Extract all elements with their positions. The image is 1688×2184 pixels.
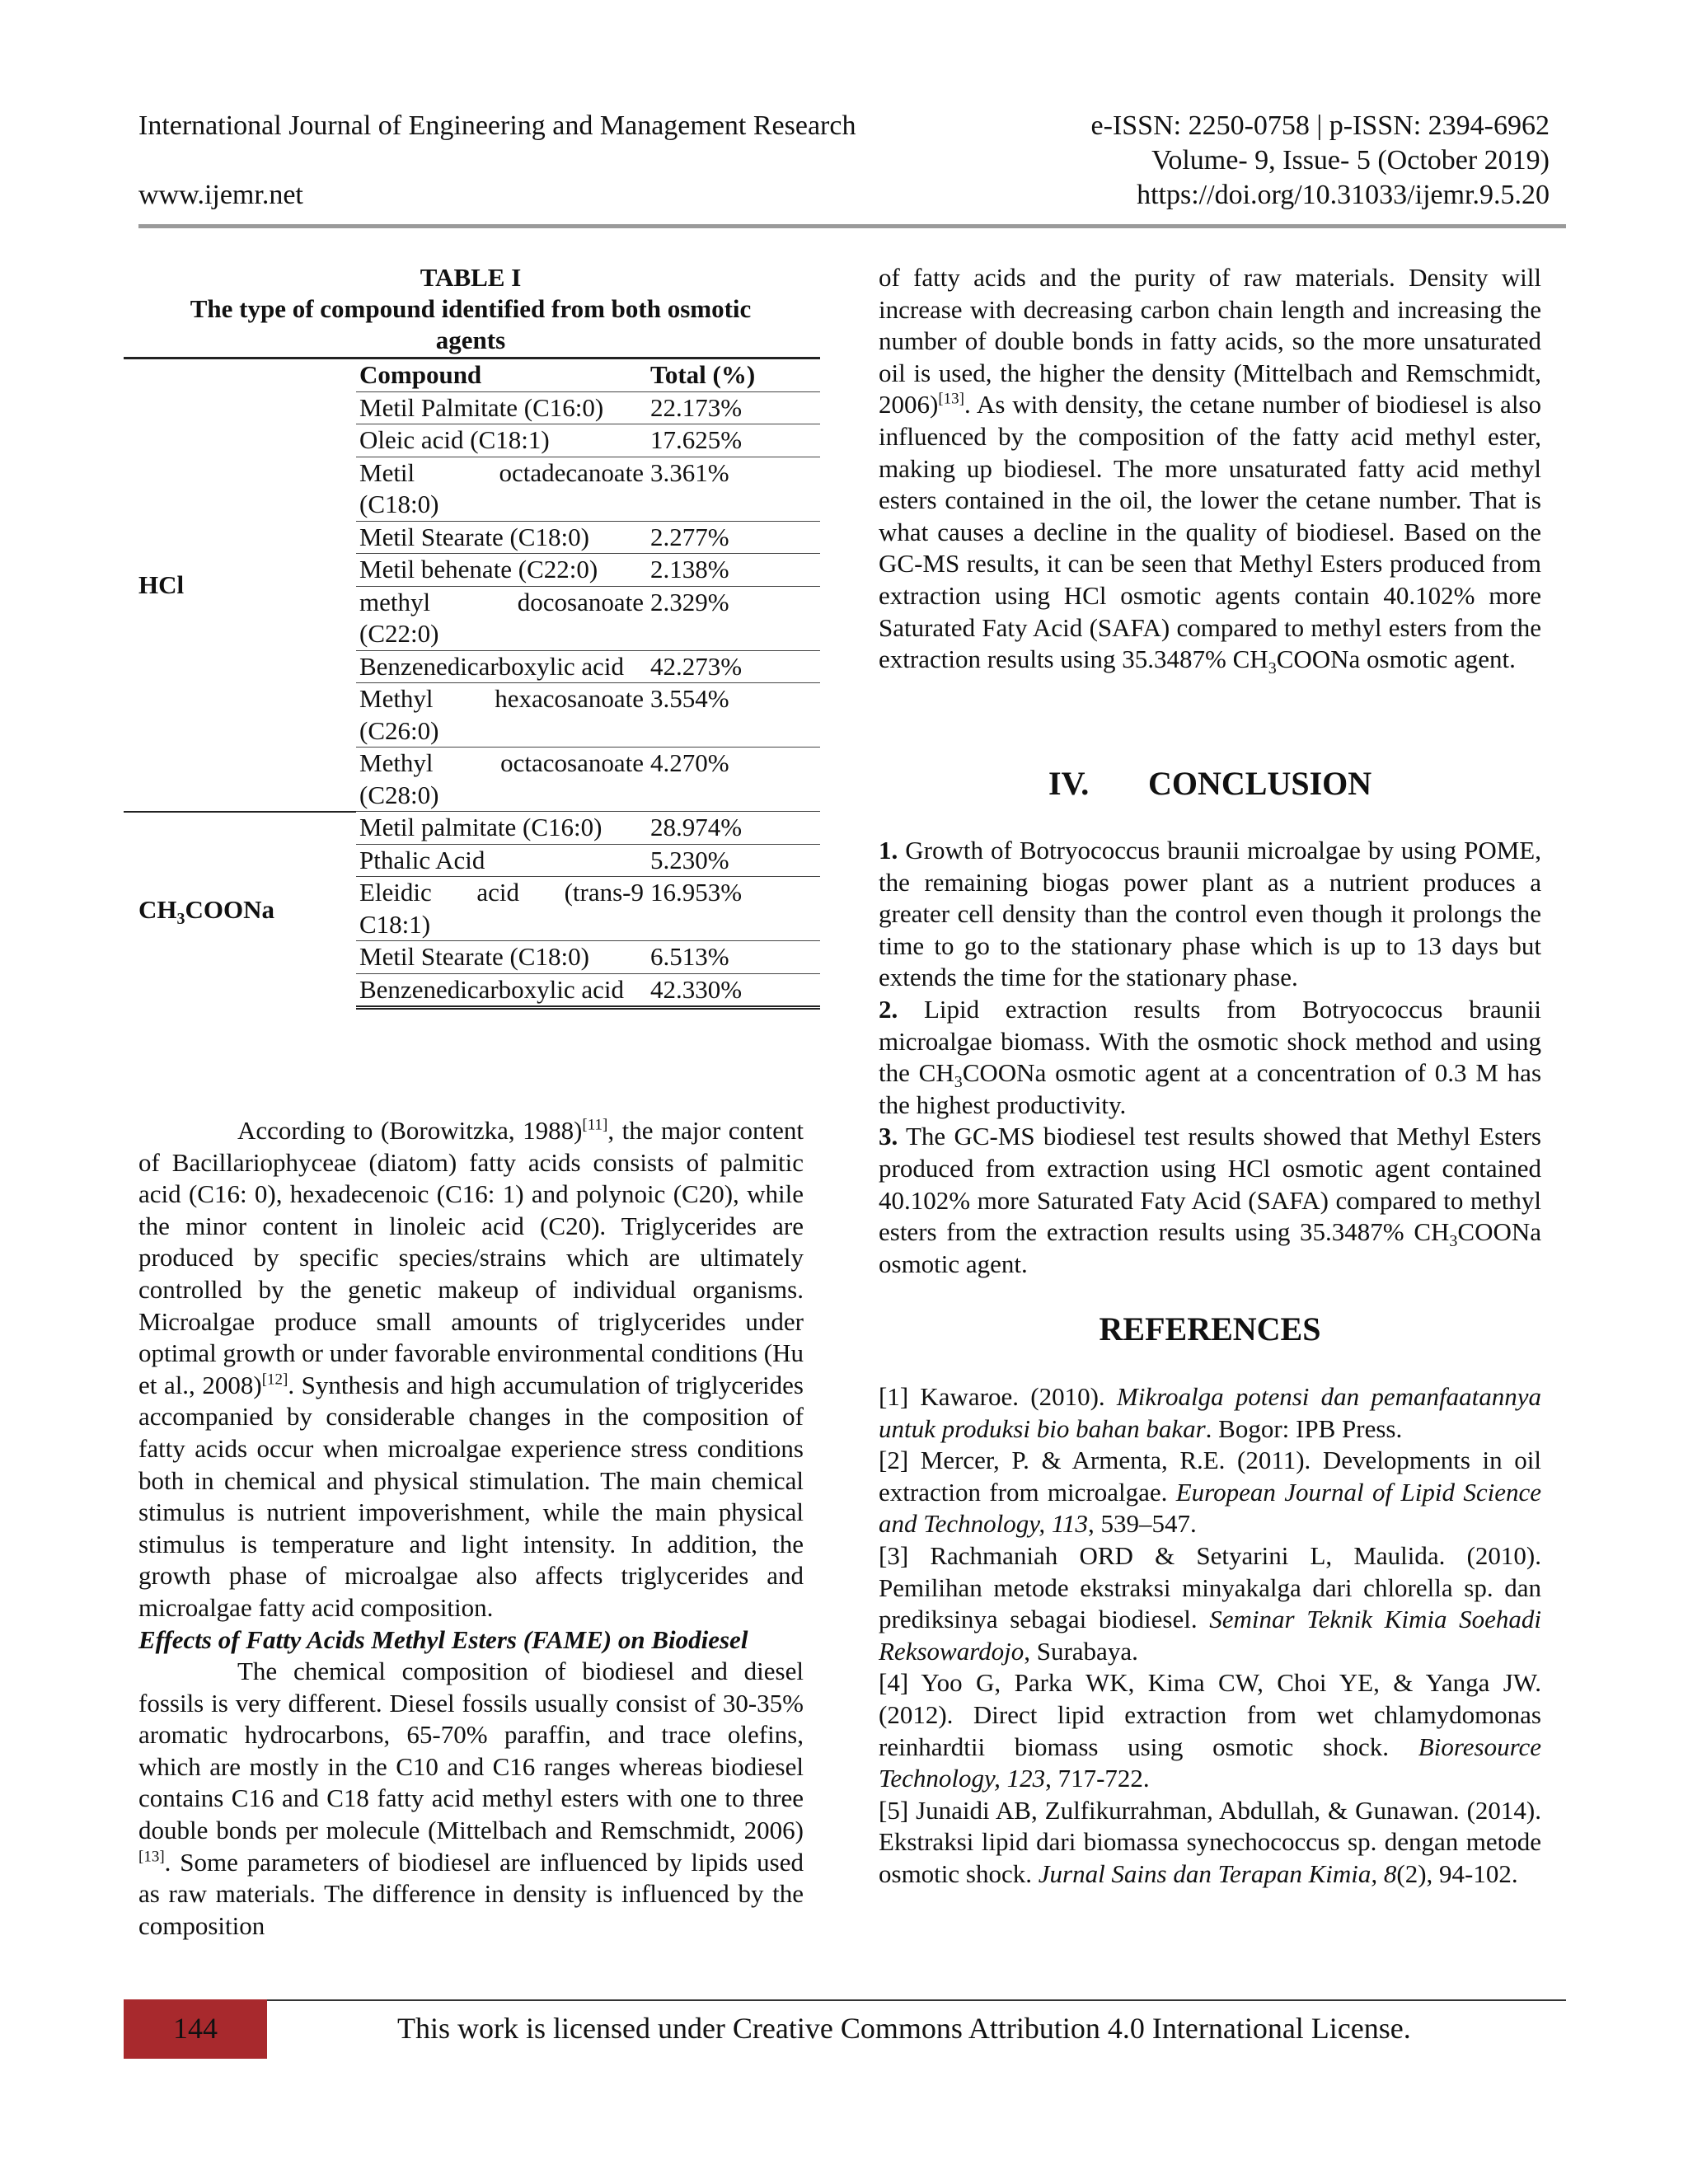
formula-subscript: 3	[954, 1073, 963, 1092]
page-number: 144	[173, 2012, 218, 2045]
reference-item	[879, 1381, 1541, 1445]
references-list	[879, 1381, 1541, 1891]
paragraph-borowitzka	[138, 1115, 804, 1624]
compound-cell: Benzenedicarboxylic acid	[356, 650, 647, 683]
reference-title: Jurnal Sains dan Terapan Kimia, 8	[1038, 1858, 1397, 1888]
conclusion-heading: CONCLUSION	[1148, 765, 1372, 802]
compound-cell: Metil octadecanoate (C18:0)	[356, 457, 647, 521]
table-row	[124, 812, 820, 845]
header-divider	[138, 224, 1566, 228]
volume-issue: Volume- 9, Issue- 5 (October 2019)	[1151, 145, 1550, 176]
item-number: 1.	[879, 836, 898, 865]
citation-superscript: [11]	[582, 1116, 608, 1134]
text-span: The chemical composition of biodiesel and diesel fossils is very different. Diesel fossils usually consist of 30-35% aromatic hydrocarbons, 65-70% paraffin, and trace olefins, which are mostly in the C10 and C16 ranges whereas biodiesel contains C16 and C18 fatty acid methyl esters with one to three double bonds per molecule (Mittelbach and Remschmidt, 2006)	[138, 1657, 804, 1845]
total-cell: 2.329%	[647, 586, 820, 650]
compound-cell: Metil Stearate (C18:0)	[356, 521, 647, 554]
text-span: . Synthesis and high accumulation of triglycerides accompanied by considerable changes in the composition of fatty acids occur when microalgae experience stress conditions both in chemical and physical stimulation. The main chemical stimulus is nutrient impoverishment, while the main physical stimulus is temperature and light intensity. In addition, the growth phase of microalgae also affects triglycerides and microalgae fatty acid composition.	[138, 1370, 804, 1622]
conclusion-body	[879, 835, 1541, 1280]
text-span: [5] Junaidi AB, Zulfikurrahman, Abdullah, & Gunawan. (2014). Ekstraksi lipid dari biomassa synechococcus sp. dengan metode osmotic shock.	[879, 1795, 1541, 1888]
text-span: . Bogor: IPB Press.	[1205, 1413, 1403, 1443]
table-label: TABLE I	[420, 263, 522, 292]
text-span: . Some parameters of biodiesel are influenced by lipids used as raw materials. The difference in density is influenced by the composition	[138, 1847, 804, 1940]
compound-cell: Methyl octacosanoate (C28:0)	[356, 748, 647, 812]
text-span: . As with density, the cetane number of biodiesel is also influenced by the composition of the fatty acid methyl ester, making up biodiesel. The more unsaturated fatty acid methyl esters contained in the oil, the lower the cetane number. That is what causes a decline in the quality of biodiesel. Based on the GC-MS results, it can be seen that Methyl Esters produced from extraction using HCl osmotic agents contain 40.102% more Saturated Faty Acid (SAFA) compared to methyl esters from the extraction results using 35.3487% CH	[879, 390, 1541, 674]
compound-cell: methyl docosanoate (C22:0)	[356, 586, 647, 650]
compound-cell: Pthalic Acid	[356, 844, 647, 877]
text-span: , 539–547.	[1088, 1509, 1197, 1539]
compound-cell: Benzenedicarboxylic acid	[356, 973, 647, 1008]
total-cell: 3.361%	[647, 457, 820, 521]
text-span: COONa osmotic agent.	[1276, 644, 1516, 674]
compound-cell: Oleic acid (C18:1)	[356, 424, 647, 457]
text-span: of fatty acids and the purity of raw materials. Density will increase with decreasing carbon chain length and increasing the number of double bonds in fatty acids, so the more unsaturated oil is used, the higher the density (Mittelbach and Remschmidt, 2006)	[879, 263, 1541, 419]
right-column-intro	[879, 262, 1541, 676]
column-header-total: Total (%)	[647, 359, 820, 392]
total-cell: 28.974%	[647, 812, 820, 845]
total-cell: 2.277%	[647, 521, 820, 554]
total-cell: 22.173%	[647, 391, 820, 424]
reference-title: Bioresource Technology, 123	[879, 1732, 1541, 1793]
subheading-fame: Effects of Fatty Acids Methyl Esters (FAME) on Biodiesel	[138, 1624, 748, 1654]
text-span: , Surabaya.	[1024, 1636, 1138, 1666]
compound-cell: Metil Stearate (C18:0)	[356, 941, 647, 974]
text-span: COONa osmotic agent at a concentration of 0.3 M has the highest productivity.	[879, 1058, 1542, 1119]
table-caption-line1: The type of compound identified from both osmotic	[190, 294, 752, 323]
reference-title: Mikroalga potensi dan pemanfaatannya untuk produksi bio bahan bakar	[879, 1382, 1542, 1443]
compound-cell: Metil Palmitate (C16:0)	[356, 391, 647, 424]
citation-superscript: [13]	[138, 1848, 165, 1866]
references-heading: REFERENCES	[1099, 1310, 1321, 1347]
conclusion-item-1	[879, 835, 1541, 994]
conclusion-number: IV.	[1048, 765, 1090, 802]
text-span: The GC-MS biodiesel test results showed that Methyl Esters produced from extraction using HCl osmotic agent contained 40.102% more Saturated Faty Acid (SAFA) compared to methyl esters from the extraction results using 35.3487% CH	[879, 1122, 1541, 1247]
total-cell: 42.330%	[647, 973, 820, 1008]
total-cell: 42.273%	[647, 650, 820, 683]
table-caption-line2: agents	[435, 326, 506, 354]
compound-cell: Methyl hexacosanoate (C26:0)	[356, 683, 647, 748]
table-header-row	[124, 359, 820, 392]
reference-title: European Journal of Lipid Science and Technology, 113	[879, 1477, 1541, 1539]
group-formula-subscript: 3	[176, 909, 185, 928]
conclusion-item-2	[879, 994, 1541, 1121]
group-label-ch3coona	[124, 812, 356, 1008]
total-cell: 2.138%	[647, 554, 820, 587]
item-number: 2.	[879, 994, 898, 1024]
text-span: [3] Rachmaniah ORD & Setyarini L, Maulida. (2010). Pemilihan metode ekstraksi minyakalga dari chlorella sp. dan prediksinya sebagai biodiesel.	[879, 1540, 1541, 1634]
citation-superscript: [13]	[938, 391, 964, 409]
paragraph-density	[879, 262, 1541, 676]
reference-item	[879, 1667, 1541, 1794]
text-span: Lipid extraction results from Botryococcus braunii microalgae biomass. With the osmotic shock method and using the CH	[879, 994, 1541, 1088]
compound-cell: Metil palmitate (C16:0)	[356, 812, 647, 845]
group-formula-rest: COONa	[185, 894, 274, 924]
text-span: (2), 94-102.	[1396, 1858, 1518, 1888]
conclusion-item-3	[879, 1121, 1541, 1280]
total-cell: 17.625%	[647, 424, 820, 457]
journal-title: International Journal of Engineering and Management Research	[138, 110, 856, 141]
text-span: COONa osmotic agent.	[879, 1217, 1541, 1278]
reference-item	[879, 1540, 1541, 1667]
doi: https://doi.org/10.31033/ijemr.9.5.20	[1137, 180, 1550, 210]
journal-website: www.ijemr.net	[138, 180, 303, 210]
compound-cell: Metil behenate (C22:0)	[356, 554, 647, 587]
issn: e-ISSN: 2250-0758 | p-ISSN: 2394-6962	[1090, 110, 1550, 141]
total-cell: 5.230%	[647, 844, 820, 877]
total-cell: 3.554%	[647, 683, 820, 748]
text-span: , the major content of Bacillariophyceae (diatom) fatty acids consists of palmitic acid (C16: 0), hexadecenoic (C16: 1) and polynoic (C20), while the minor content in linoleic acid (C20). Triglycerides are produced by specific species/strains which are ultimately controlled by the genetic makeup of individual organisms. Microalgae produce small amounts of triglycerides under optimal growth or under favorable environmental conditions (Hu et al., 2008)	[138, 1116, 804, 1399]
reference-item	[879, 1795, 1541, 1891]
column-header-compound: Compound	[356, 359, 647, 392]
text-span: [4] Yoo G, Parka WK, Kima CW, Choi YE, & Yanga JW. (2012). Direct lipid extraction from wet chlamydomonas reinhardtii biomass using osmotic shock.	[879, 1668, 1541, 1761]
footer-divider	[124, 1999, 1566, 2001]
group-label-hcl: HCl	[124, 359, 356, 812]
formula-subscript: 3	[1449, 1232, 1458, 1251]
group-formula-main: CH	[138, 894, 177, 924]
reference-title: Seminar Teknik Kimia Soehadi Reksowardojo	[879, 1605, 1541, 1666]
text-span: Growth of Botryococcus braunii microalgae by using POME, the remaining biogas power plant as a nutrient produces a greater cell density than the control even though it prolongs the time to go to the stationary phase which is up to 13 days but extends the time for the stationary phase.	[879, 836, 1541, 992]
text-span: According to (Borowitzka, 1988)	[237, 1116, 583, 1145]
text-span: [2] Mercer, P. & Armenta, R.E. (2011). Developments in oil extraction from microalgae.	[879, 1446, 1541, 1507]
citation-superscript: [12]	[261, 1371, 288, 1389]
paragraph-chemical-composition	[138, 1656, 804, 1942]
text-span: , 717-722.	[1045, 1764, 1150, 1793]
compound-cell: Eleidic acid (trans-9 C18:1)	[356, 877, 647, 941]
total-cell: 16.953%	[647, 877, 820, 941]
total-cell: 4.270%	[647, 748, 820, 812]
text-span: [1] Kawaroe. (2010).	[879, 1382, 1117, 1411]
total-cell: 6.513%	[647, 941, 820, 974]
formula-subscript: 3	[1268, 659, 1277, 678]
left-column-body	[138, 1115, 804, 1942]
license-text: This work is licensed under Creative Commons Attribution 4.0 International License.	[397, 2012, 1411, 2045]
item-number: 3.	[879, 1122, 898, 1151]
compound-table	[124, 357, 820, 1010]
reference-item	[879, 1445, 1541, 1540]
